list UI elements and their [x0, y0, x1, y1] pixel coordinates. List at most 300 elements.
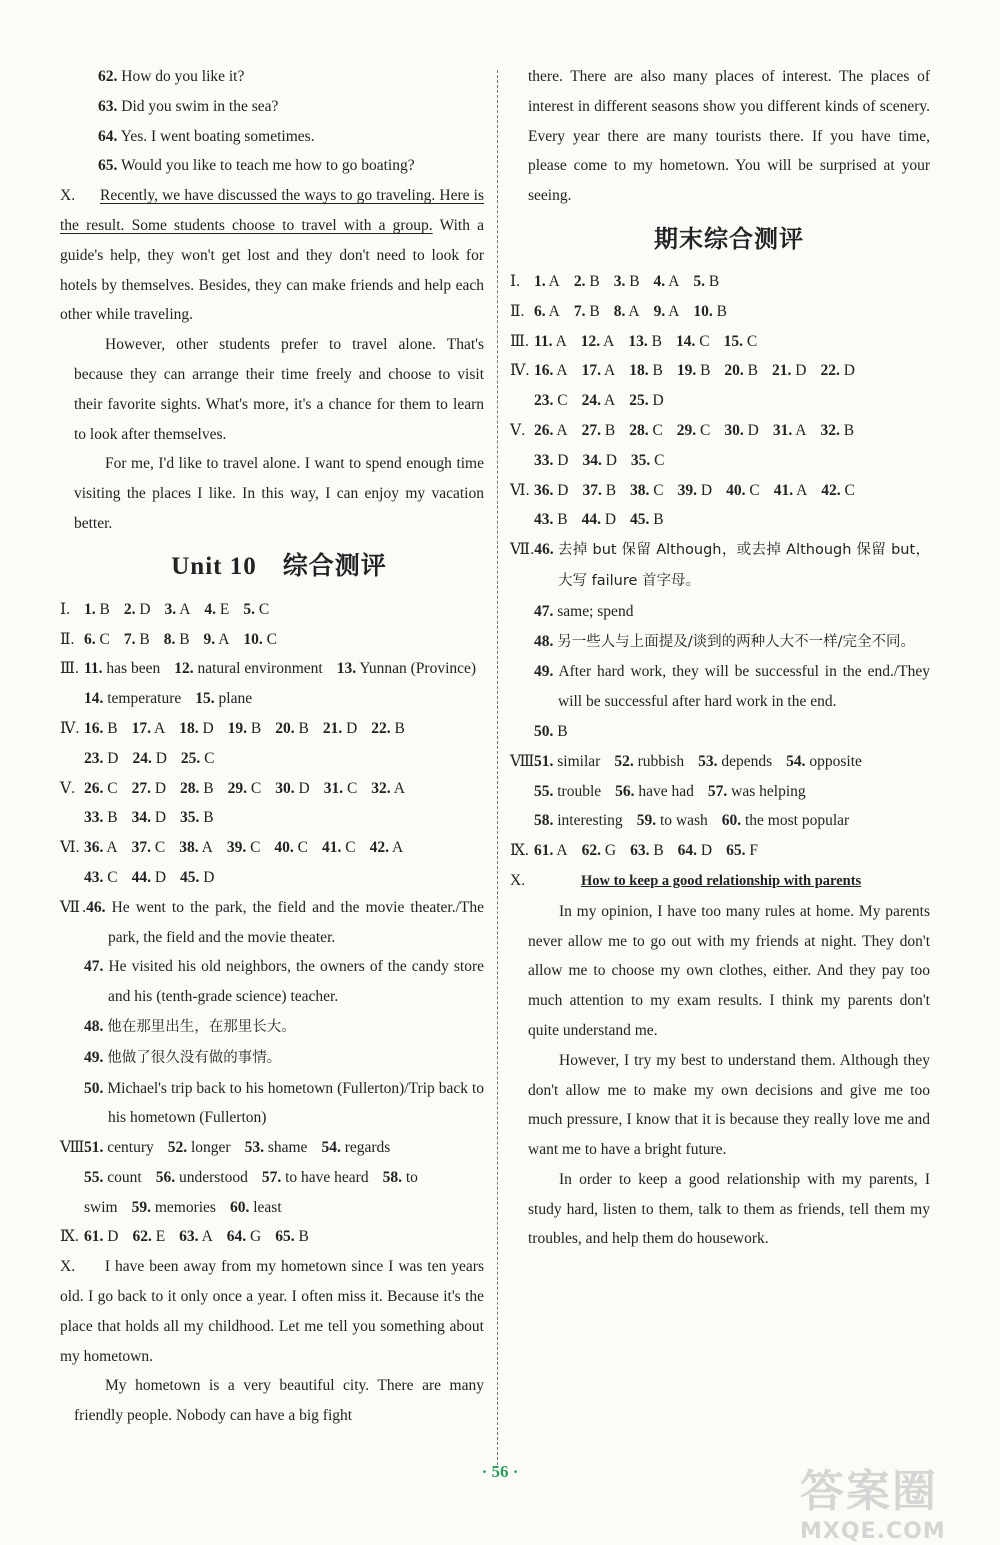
answer-value: D: [203, 868, 215, 886]
question-number: 26.: [534, 421, 554, 439]
answer-value: D: [107, 1228, 119, 1246]
answer-value: memories: [154, 1198, 216, 1216]
answer-item: [534, 476, 568, 506]
answer-value: depends: [721, 752, 773, 770]
question-number: 17.: [581, 362, 601, 380]
question-number: 15.: [723, 332, 743, 350]
question-number: 21.: [772, 362, 792, 380]
answer-value: century: [107, 1139, 154, 1157]
answer-item: [337, 654, 476, 684]
answer-value: G: [604, 842, 617, 860]
column-divider: [497, 70, 498, 1465]
question-number: 22.: [371, 719, 391, 737]
answer-value: regards: [344, 1139, 391, 1157]
answer-value: A: [555, 332, 567, 350]
answer-item: [84, 714, 118, 744]
answer-item: [534, 747, 600, 777]
question-number: 55.: [534, 782, 554, 800]
question-number: 51.: [534, 752, 554, 770]
essay-title: How to keep a good relationship with parents: [580, 872, 862, 889]
answer-item: [132, 714, 166, 744]
answer-item: [245, 1133, 308, 1163]
answer-value: swim: [84, 1198, 118, 1216]
final-answer-rows: [510, 267, 930, 535]
answer-value: A: [603, 332, 615, 350]
question-number: 63.: [179, 1228, 199, 1246]
question-number: 61.: [534, 842, 554, 860]
answer-item: [195, 684, 252, 714]
answer-item: [581, 327, 615, 357]
answer-item: [371, 774, 405, 804]
answer-value: B: [250, 719, 262, 737]
answer-item: [534, 297, 560, 327]
answer-value: C: [699, 332, 710, 350]
answer-value: B: [298, 1228, 309, 1246]
answer-value: to have heard: [285, 1168, 369, 1186]
answer-item: [630, 505, 664, 535]
answer-item: [678, 836, 712, 866]
question-number: 51.: [84, 1139, 104, 1157]
answer-item: [324, 774, 358, 804]
answer-line: 65. Would you like to teach me how to go boating?: [98, 157, 415, 175]
question-number: 60.: [721, 812, 742, 830]
answer-value: A: [796, 481, 808, 499]
question-number: 4.: [204, 600, 217, 618]
answer-row: [60, 625, 484, 655]
question-number: 28.: [180, 779, 200, 797]
question-number: 35.: [630, 451, 651, 469]
answer-item: [132, 863, 166, 893]
answer-item: [180, 863, 214, 893]
question-number: 5.: [243, 600, 255, 618]
question-number: 24.: [132, 749, 152, 767]
question-number: 3.: [164, 600, 177, 618]
final-test-heading: 期末综合测评: [654, 224, 804, 253]
answer-item: [534, 356, 568, 386]
answer-item: [654, 267, 680, 297]
final-q46-answer: Ⅶ.46. 去掉 but 保留 Although，或去掉 Although 保留 but，大写 failure 首字母。: [510, 541, 930, 589]
answer-item: [84, 1133, 154, 1163]
answer-item: [84, 833, 118, 863]
answer-item: [678, 476, 712, 506]
answer-item: [243, 625, 277, 655]
answer-item: [383, 1163, 418, 1193]
section-numeral: Ⅴ.: [510, 421, 526, 439]
answer-item: [574, 297, 600, 327]
answer-item: [582, 446, 616, 476]
answer-item: [204, 625, 230, 655]
question-number: 6.: [534, 302, 546, 320]
answer-value: A: [179, 600, 191, 618]
writing-paragraph-1: X. Recently, we have discussed the ways to go traveling. Here is the result. Some students choose to travel with a group. With a guide's help, they won't get lost and they don't need to look for hotels by themselves. Besides, they can make friends and help each other while traveling.: [60, 187, 485, 324]
answer-value: D: [795, 362, 807, 380]
section-numeral: Ⅵ.: [60, 839, 80, 857]
answer-item: [773, 416, 807, 446]
answer-item: [724, 327, 758, 357]
question-number: 25.: [629, 392, 649, 410]
question-number: 63.: [630, 842, 650, 860]
answer-value: the most popular: [744, 812, 850, 830]
answer-item: [534, 836, 568, 866]
answer-value: C: [297, 839, 308, 857]
answer-value: C: [746, 332, 758, 350]
section-numeral: Ⅷ.: [510, 752, 539, 770]
answer-value: C: [652, 421, 663, 439]
question-number: 1.: [84, 600, 96, 618]
answer-item: [724, 416, 758, 446]
q48-answer: 48. 他在那里出生，在那里长大。: [84, 1017, 296, 1035]
question-number: 40.: [274, 839, 294, 857]
answer-item: [534, 267, 560, 297]
answer-value: D: [154, 868, 167, 886]
answer-row: [510, 747, 930, 777]
answer-item: [677, 416, 711, 446]
answer-item: [228, 714, 262, 744]
watermark-logo: [800, 1455, 985, 1544]
answer-value: Yunnan (Province): [359, 660, 477, 678]
answer-value: similar: [557, 752, 601, 770]
answer-item: [180, 774, 214, 804]
question-number: 37.: [582, 481, 602, 499]
question-number: 30.: [724, 421, 744, 439]
question-number: 45.: [180, 868, 200, 886]
answer-value: B: [107, 809, 118, 827]
answer-value: B: [179, 630, 190, 648]
answer-item: [676, 327, 710, 357]
answer-item: [84, 1163, 142, 1193]
question-number: 20.: [724, 362, 744, 380]
question-number: 52.: [614, 752, 634, 770]
question-number: 27.: [131, 779, 151, 797]
answer-item: [614, 297, 640, 327]
question-number: 54.: [786, 752, 806, 770]
question-number: 38.: [630, 481, 650, 499]
question-number: 7.: [123, 630, 136, 648]
final-writing-p1: In my opinion, I have too many rules at home. My parents never allow me to go out with my friends at night. They don't allow me to choose my own clothes, either. And they pay too much attention to my exam results. I think my parents don't quite understand me.: [528, 902, 930, 1039]
answer-row: [510, 416, 930, 446]
answer-value: A: [154, 719, 166, 737]
answer-line: 63. Did you swim in the sea?: [98, 97, 279, 115]
question-number: 29.: [227, 779, 248, 797]
answer-item: [726, 476, 760, 506]
answer-item: [230, 1193, 282, 1223]
answer-value: A: [548, 302, 560, 320]
question-number: 21.: [322, 719, 343, 737]
unit10-writing-p2: My hometown is a very beautiful city. There are many friendly people. Nobody can have a big fight: [74, 1377, 484, 1425]
answer-item: [677, 356, 711, 386]
question-number: 24.: [581, 392, 601, 410]
final-q49-answer: 49. After hard work, they will be successful in the end./They will be successful after hard work in the end.: [534, 663, 930, 711]
answer-row: [510, 356, 930, 386]
question-number: 61.: [84, 1228, 104, 1246]
answer-item: [371, 714, 405, 744]
answer-item: [582, 476, 616, 506]
answer-value: shame: [267, 1139, 308, 1157]
question-number: 17.: [131, 719, 151, 737]
writing-continuation: there. There are also many places of interest. The places of interest in different seasons show you different kinds of scenery. Every year there are many tourists there. If you have time, please come to my hometown. You will be surprised at your seeing.: [528, 68, 930, 205]
answer-value: C: [204, 749, 215, 767]
section-numeral: Ⅳ.: [60, 719, 80, 737]
answer-item: [84, 684, 181, 714]
answer-value: D: [154, 809, 167, 827]
question-number: 34.: [131, 809, 151, 827]
final-writing-p3: In order to keep a good relationship with my parents, I study hard, listen to them, talk to them as friends, tell them my troubles, and help them do housework.: [528, 1170, 930, 1248]
writing-paragraph-2: However, other students prefer to travel alone. That's because they can arrange their time freely and choose to visit their favorite sights. What's more, it's a chance for them to learn to look after themselves.: [74, 336, 484, 443]
answer-value: B: [653, 842, 664, 860]
question-number: 42.: [369, 839, 389, 857]
answer-item: [574, 267, 600, 297]
question-number: 41.: [322, 839, 342, 857]
answer-value: C: [844, 481, 855, 499]
answer-value: C: [266, 630, 277, 648]
page-number: · 56 ·: [481, 1462, 519, 1481]
answer-value: B: [589, 302, 600, 320]
answer-row: [60, 654, 484, 684]
answer-item: [582, 836, 616, 866]
answer-value: least: [253, 1198, 282, 1216]
question-number: 26.: [84, 779, 104, 797]
answer-value: natural environment: [197, 660, 323, 678]
answer-item: [180, 803, 214, 833]
answer-item: [84, 744, 118, 774]
question-number: 15.: [195, 690, 215, 708]
question-number: 44.: [131, 868, 151, 886]
left-column: [60, 62, 485, 1431]
question-number: 9.: [203, 630, 216, 648]
answer-row: [60, 774, 484, 804]
q50-answer: 50. Michael's trip back to his hometown (Fullerton)/Trip back to his hometown (Fullerton): [84, 1079, 485, 1127]
question-number: 23.: [84, 749, 104, 767]
question-number: 43.: [84, 868, 104, 886]
question-number: 10.: [693, 302, 713, 320]
answer-item: [693, 297, 727, 327]
unit10-section-9: [60, 1222, 484, 1252]
answer-value: to: [405, 1168, 418, 1186]
answer-value: C: [107, 868, 118, 886]
answer-value: plane: [218, 690, 253, 708]
unit10-section-7: [60, 893, 484, 1133]
answer-item: [124, 595, 151, 625]
answer-item: [629, 386, 663, 416]
final-q47-answer: 47. same; spend: [534, 602, 634, 620]
question-number: 64.: [226, 1228, 247, 1246]
question-number: 18.: [179, 719, 199, 737]
question-number: 45.: [630, 511, 650, 529]
watermark-top: 答案圈: [800, 1466, 938, 1517]
q46-answer: Ⅶ.46. He went to the park, the field and the movie theater./The park, the field and the movie theater.: [60, 898, 484, 946]
answer-value: C: [258, 600, 270, 618]
answer-value: C: [154, 839, 166, 857]
answer-item: [370, 833, 404, 863]
question-number: 35.: [180, 809, 200, 827]
question-number: 13.: [336, 660, 357, 678]
answer-value: D: [843, 362, 855, 380]
answer-value: D: [557, 481, 569, 499]
answer-item: [181, 744, 215, 774]
answer-value: A: [628, 302, 640, 320]
final-section-9: [510, 836, 930, 866]
question-number: 30.: [275, 779, 295, 797]
answer-item: [124, 625, 150, 655]
question-number: 44.: [581, 511, 601, 529]
answer-item: [534, 505, 568, 535]
answer-row: [510, 327, 930, 357]
answer-value: A: [668, 272, 680, 290]
question-number: 60.: [229, 1198, 250, 1216]
answer-item: [132, 803, 166, 833]
question-number: 38.: [179, 839, 199, 857]
question-number: 36.: [534, 481, 554, 499]
question-number: 12.: [174, 660, 194, 678]
underlined-intro: Recently, we have discussed the ways to go traveling. Here is the result. Some students choose to travel with a group.: [60, 187, 485, 234]
answer-value: have had: [638, 782, 694, 800]
answer-item: [275, 714, 309, 744]
answer-value: C: [654, 451, 665, 469]
answer-row: [60, 1193, 484, 1223]
answer-item: [534, 416, 568, 446]
final-section-8: [510, 747, 930, 836]
q49-answer: 49. 他做了很久没有做的事情。: [84, 1048, 282, 1066]
answer-item: [84, 803, 118, 833]
question-number: 2.: [123, 600, 136, 618]
question-number: 40.: [726, 481, 746, 499]
section-numeral: Ⅰ.: [60, 600, 70, 618]
answer-item: [774, 476, 808, 506]
section-numeral: Ⅴ.: [60, 779, 76, 797]
answer-item: [321, 1133, 390, 1163]
question-number: 16.: [84, 719, 104, 737]
answer-item: [275, 774, 309, 804]
question-number: 62.: [581, 842, 601, 860]
answer-item: [630, 836, 664, 866]
answer-value: A: [668, 302, 680, 320]
question-number: 57.: [707, 782, 728, 800]
answer-item: [132, 833, 166, 863]
answer-item: [84, 774, 118, 804]
answer-item: [132, 774, 166, 804]
answer-value: B: [139, 630, 150, 648]
answer-value: D: [700, 842, 713, 860]
answer-item: [654, 297, 680, 327]
answer-value: B: [716, 302, 728, 320]
answer-value: C: [700, 421, 711, 439]
answer-item: [582, 386, 616, 416]
answer-item: [637, 806, 708, 836]
answer-item: [582, 416, 616, 446]
answer-value: B: [394, 719, 405, 737]
answer-value: A: [548, 272, 560, 290]
section-numeral: Ⅸ.: [60, 1228, 79, 1246]
question-number: 37.: [131, 839, 151, 857]
answer-value: D: [154, 779, 167, 797]
answer-item: [724, 356, 758, 386]
question-number: 32.: [820, 421, 840, 439]
section-numeral: Ⅱ.: [510, 302, 525, 320]
question-number: 14.: [84, 690, 104, 708]
answer-row: [60, 863, 484, 893]
answer-value: D: [605, 451, 617, 469]
question-number: 56.: [615, 782, 635, 800]
answer-item: [708, 777, 806, 807]
watermark-bottom: MXQE.COM: [800, 1519, 946, 1544]
answer-item: [275, 1222, 309, 1252]
answer-value: E: [155, 1228, 166, 1246]
question-number: 59.: [131, 1198, 151, 1216]
section-numeral: Ⅲ.: [510, 332, 529, 350]
question-number: 54.: [321, 1139, 341, 1157]
right-column: [510, 62, 930, 1254]
answer-item: [614, 747, 684, 777]
answer-item: [164, 625, 190, 655]
answer-value: longer: [190, 1139, 231, 1157]
question-number: 36.: [84, 839, 104, 857]
answer-item: [156, 1163, 248, 1193]
answer-value: D: [202, 719, 214, 737]
answer-value: A: [201, 839, 213, 857]
question-number: 8.: [613, 302, 626, 320]
answer-item: [534, 327, 567, 357]
answer-row: [60, 595, 484, 625]
answer-item: [534, 386, 568, 416]
answer-row: [60, 1133, 484, 1163]
answer-item: [629, 416, 663, 446]
question-number: 18.: [629, 362, 649, 380]
question-number: 53.: [698, 752, 718, 770]
answer-item: [323, 714, 357, 744]
answer-item: [821, 476, 855, 506]
answer-item: [179, 833, 213, 863]
question-number: 32.: [371, 779, 391, 797]
section-numeral: Ⅱ.: [60, 630, 75, 648]
answer-item: [629, 356, 663, 386]
question-number: 33.: [534, 451, 554, 469]
answer-value: C: [557, 392, 568, 410]
answer-row: [60, 1222, 484, 1252]
answer-value: D: [557, 451, 569, 469]
answer-value: B: [203, 809, 214, 827]
answer-value: B: [747, 362, 758, 380]
question-number: 25.: [180, 749, 201, 767]
answer-item: [84, 1222, 118, 1252]
answer-value: B: [653, 511, 664, 529]
answer-value: B: [708, 272, 720, 290]
question-number: 7.: [573, 302, 586, 320]
question-number: 11.: [534, 332, 553, 350]
answer-value: C: [749, 481, 760, 499]
answer-row: [60, 744, 484, 774]
final-q48-answer: 48. 另一些人与上面提及/谈到的两种人大不一样/完全不同。: [534, 632, 916, 650]
answer-item: [534, 777, 601, 807]
question-number: 3.: [613, 272, 626, 290]
answer-item: [614, 267, 640, 297]
writing-paragraph-3: For me, I'd like to travel alone. I want to spend enough time visiting the places I like. In this way, I can enjoy my vacation better.: [74, 455, 484, 532]
answer-item: [84, 625, 110, 655]
final-writing-p2: However, I try my best to understand them. Although they don't allow me to make my own decisions and give me too much pressure, I know that it is because they really love me and want me to have a bright future.: [528, 1051, 930, 1159]
answer-value: G: [250, 1228, 262, 1246]
answer-value: A: [106, 839, 118, 857]
answer-value: count: [107, 1168, 142, 1186]
question-number: 43.: [534, 511, 554, 529]
question-number: 52.: [167, 1139, 188, 1157]
unit10-writing-p1: X. I have been away from my hometown since I was ten years old. I go back to it only once a year. I often miss it. Because it's the place that holds all my childhood. Let me tell you something about my hometown.: [60, 1258, 484, 1365]
answer-value: C: [250, 839, 261, 857]
final-q50-answer: 50. B: [534, 722, 568, 740]
answer-item: [227, 1222, 261, 1252]
question-number: 12.: [580, 332, 601, 350]
answer-item: [84, 1193, 118, 1223]
answer-value: A: [392, 839, 404, 857]
answer-item: [179, 714, 213, 744]
